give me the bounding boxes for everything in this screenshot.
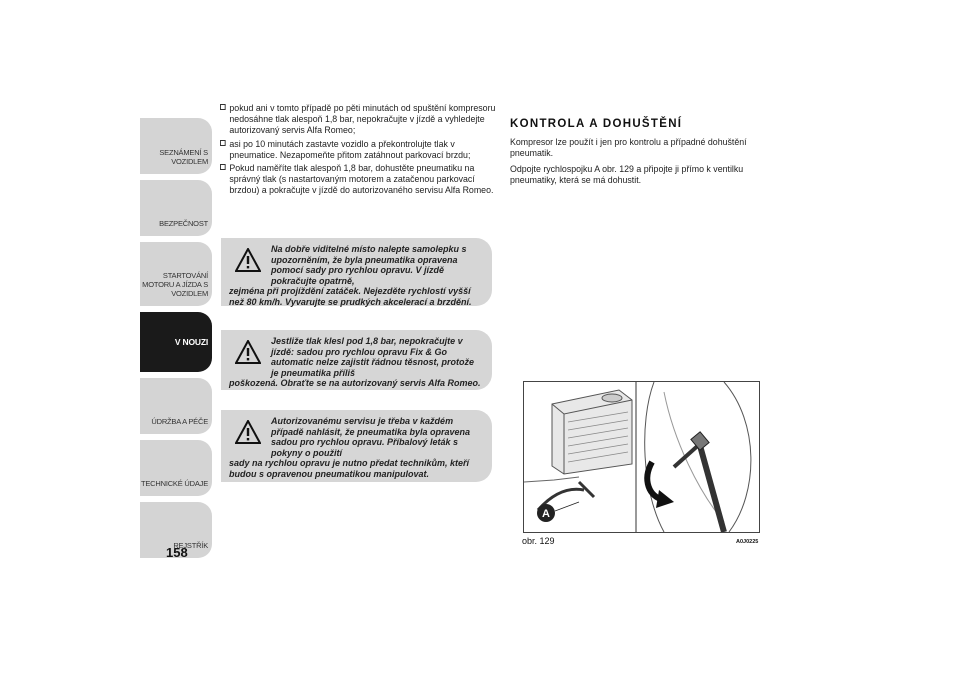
tab-v-nouzi[interactable]: [140, 312, 212, 372]
list-item: asi po 10 minutách zastavte vozidlo a překontrolujte tlak v pneumatice. Nezapomeňte přitom zatáhnout parkovací brzdu;: [220, 138, 497, 160]
list-item: pokud ani v tomto případě po pěti minutách od spuštění kompresoru nedosáhne tlak alespoň 1,8 bar, nepokračujte v jízdě a vyhledejte autorizovaný servis Alfa Romeo;: [220, 102, 497, 136]
warning-box-3: [221, 410, 492, 482]
chapter-tabs: [140, 118, 212, 564]
warning-text-cont: sady na rychlou opravu je nutno předat technikům, kteří budou s opravenou pneumatikou manipulovat.: [229, 458, 470, 479]
checkbox-bullet-icon: [220, 140, 226, 146]
tab-technicke-udaje[interactable]: [140, 440, 212, 496]
warning-box-1: [221, 238, 492, 306]
right-column: [510, 118, 760, 190]
warning-text: Na dobře viditelné místo nalepte samolepku s upozorněním, že byla pneumatika opravena pomocí sady pro rychlou opravu. V jízdě pokračujte opatrně,: [271, 244, 467, 286]
tab-startovani[interactable]: [140, 242, 212, 306]
warning-text-cont: zejména při projíždění zatáček. Nejezděte rychlostí vyšší než 80 km/h. Vyvarujte se prudkých akcelerací a brzdění.: [229, 286, 472, 307]
warning-text-cont: poškozená. Obraťte se na autorizovaný servis Alfa Romeo.: [229, 378, 481, 389]
tab-label: TECHNICKÉ ÚDAJE: [140, 479, 208, 488]
tab-udrzba[interactable]: [140, 378, 212, 434]
tab-label: SEZNÁMENÍ S VOZIDLEM: [159, 148, 208, 166]
tab-seznameni[interactable]: [140, 118, 212, 174]
warning-text: Autorizovanému servisu je třeba v každém případě nahlásit, že pneumatika byla opravena sadou pro rychlou opravu. Příbalový leták s pokyny o použití: [271, 416, 471, 458]
tab-bezpecnost[interactable]: [140, 180, 212, 236]
left-column: [220, 102, 496, 198]
figure-callout-label: A: [542, 508, 550, 520]
page-number: 158: [166, 545, 188, 560]
section-heading: KONTROLA A DOHUŠTĚNÍ: [510, 118, 683, 130]
figure-129: [523, 381, 760, 533]
compressor-illustration: [524, 382, 759, 532]
paragraph: Odpojte rychlospojku A obr. 129 a připojte ji přímo k ventilku pneumatiky, která se má dohustit.: [510, 163, 744, 185]
tab-label: STARTOVÁNÍ MOTORU A JÍZDA S VOZIDLEM: [142, 271, 208, 298]
tab-label: ÚDRŽBA A PÉČE: [151, 417, 208, 426]
warning-text: Jestliže tlak klesl pod 1,8 bar, nepokračujte v jízdě: sadou pro rychlou opravu Fix & Go automatic nelze zajistit řádnou těsnost, protože je pneumatika příliš: [271, 336, 475, 378]
tab-label: REJSTŘÍK: [173, 541, 208, 550]
tab-label: V NOUZI: [174, 336, 208, 347]
tab-label: BEZPEČNOST: [159, 219, 208, 228]
figure-caption: obr. 129: [522, 536, 555, 546]
checkbox-bullet-icon: [220, 104, 226, 110]
checkbox-bullet-icon: [220, 164, 226, 170]
figure-code: A0J0225: [736, 539, 759, 545]
list-item: Pokud naměříte tlak alespoň 1,8 bar, dohustěte pneumatiku na správný tlak (s nastartovaným motorem a zatačenou parkovací brzdou) a pokračujte v jízdě do autorizovaného servisu Alfa Romeo.: [220, 162, 497, 196]
warning-box-2: [221, 330, 492, 390]
paragraph: Kompresor lze použít i jen pro kontrolu a případné dohuštění pneumatik.: [510, 136, 747, 158]
